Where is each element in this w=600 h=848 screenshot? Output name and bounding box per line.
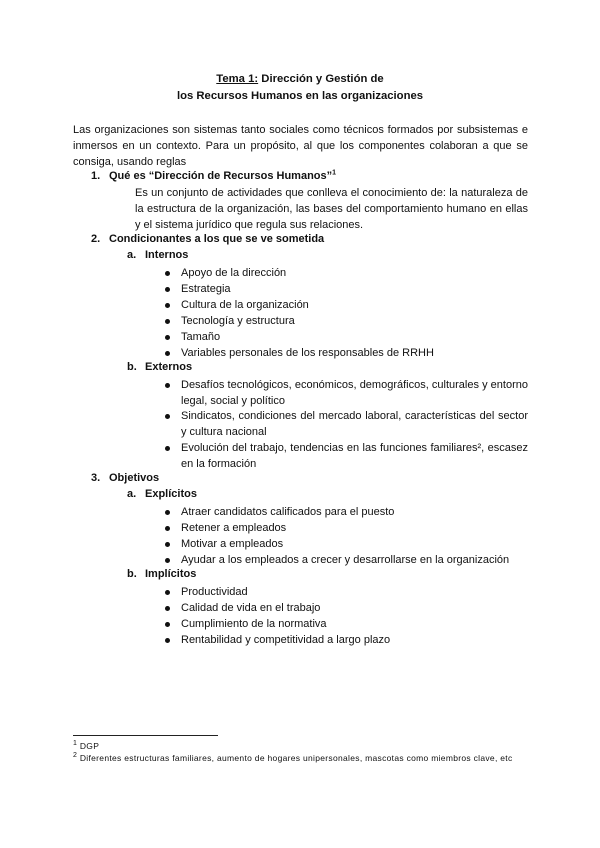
section-2b-letter: b. — [127, 361, 137, 373]
document-page: Tema 1: Dirección y Gestión de los Recursos Humanos en las organizaciones Las organizaciones son sistemas tanto sociales como técnicos formados por subsistemas e inmersos en un contexto. Para un propósito, al que los componentes colaboran a que se consiga, usando reglas 1. Qué es “Dirección de Recursos Humanos”$^1$ Es un conjunto de actividades que conlleva el conocimiento de: la naturaleza de la estructura de la organización, las bases del comportamiento humano en ellas y el sistema jurídico que regula sus relaciones. 2. Condicionantes a los que se ve sometida a. Internos Apoyo de la dirección Estrategia Cultura de la organización Tecnología y estructura Tamaño Variables personales de los responsables de RRHH b. Externos Desafíos tecnológicos, económicos, demográficos, culturales y entorno legal, social y político Sindicatos, condiciones del mercado laboral, características del sector y cultura nacional Evolución del trabajo, tendencias en las funciones familiares², escasez en la formación 3. Objetivos a. Explícitos Atraer candidatos calificados para el puesto Retener a empleados Motivar a empleados Ayudar a los empleados a crecer y desarrollarse en la organización b. Implícitos Productividad Calidad de vida en el trabajo Cumplimiento de la normativa Rentabilidad y competitividad a largo plazo $^1$ DGP $^2$ Diferentes estructuras familiares, aumento de hogares unipersonales, mascotas como miembros clave, etc — [0, 0, 600, 848]
section-2-number: 2. — [91, 233, 101, 245]
footnote-1-text: DGP — [77, 741, 100, 751]
title-line-1-text: Dirección y Gestión de — [258, 73, 384, 85]
section-3b-letter: b. — [127, 568, 137, 580]
footnote-divider — [73, 735, 218, 736]
bullet-icon — [165, 287, 170, 292]
bullet-icon — [165, 414, 170, 419]
bullet-icon — [165, 303, 170, 308]
section-2a-label: Internos — [145, 249, 189, 261]
footnote-mark-2: 2 — [73, 752, 78, 760]
footnote-2 — [73, 752, 528, 764]
section-3b-label: Implícitos — [145, 568, 197, 580]
bullet-icon — [165, 558, 170, 563]
footnote-2-text: Diferentes estructuras familiares, aumento de hogares unipersonales, mascotas como miembros clave, etc — [77, 753, 513, 763]
section-3a-label: Explícitos — [145, 488, 197, 500]
bullet-icon — [165, 271, 170, 276]
title-prefix: Tema 1: — [216, 73, 259, 85]
bullet-icon — [165, 606, 170, 611]
bullet-icon — [165, 383, 170, 388]
section-2b-label: Externos — [145, 361, 193, 373]
bullet-icon — [165, 351, 170, 356]
section-2-heading: Condicionantes a los que se ve sometida — [109, 233, 325, 245]
bullet-icon — [165, 638, 170, 643]
bullet-icon — [165, 542, 170, 547]
bullet-icon — [165, 446, 170, 451]
section-3-heading: Objetivos — [109, 472, 160, 484]
bullet-icon — [165, 319, 170, 324]
page-title — [0, 71, 600, 105]
section-1-body: Es un conjunto de actividades que conlleva el conocimiento de: la naturaleza de la estructura de la organización, las bases del comportamiento humano en ellas y el sistema jurídico que regula sus relaciones. — [135, 187, 528, 231]
footnote-mark-1: 1 — [73, 740, 78, 748]
intro-paragraph: Las organizaciones son sistemas tanto sociales como técnicos formados por subsistemas e inmersos en un contexto. Para un propósito, al que los componentes colaboran a que se consiga, usando reglas — [73, 124, 528, 168]
title-line-1 — [0, 71, 600, 88]
bullet-icon — [165, 622, 170, 627]
section-2a-letter: a. — [127, 249, 137, 261]
section-3-number: 3. — [91, 472, 101, 484]
section-3a-letter: a. — [127, 488, 137, 500]
title-line-2: los Recursos Humanos en las organizaciones — [176, 90, 424, 102]
footnote-1 — [73, 740, 528, 752]
section-1-heading-text: Qué es “Dirección de Recursos Humanos” — [109, 170, 333, 182]
bullet-icon — [165, 335, 170, 340]
section-1-heading — [109, 170, 336, 182]
footnote-ref-1: 1 — [332, 169, 337, 177]
bullet-icon — [165, 526, 170, 531]
bullet-icon — [165, 510, 170, 515]
section-1-number: 1. — [91, 170, 101, 182]
bullet-icon — [165, 590, 170, 595]
